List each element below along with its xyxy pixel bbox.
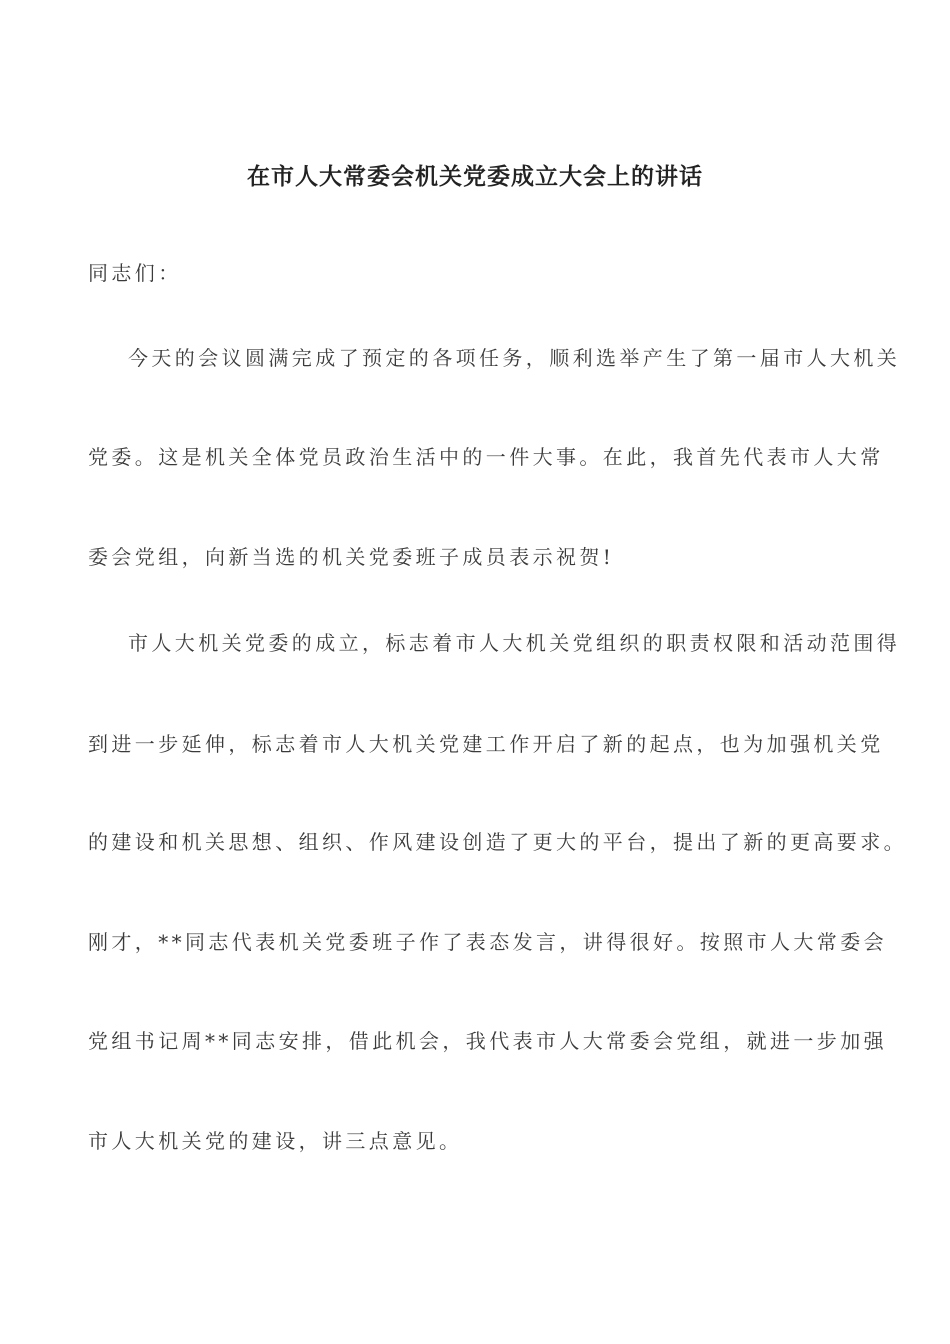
paragraph-line: 党委。这是机关全体党员政治生活中的一件大事。在此，我首先代表市人大常 xyxy=(88,445,884,469)
paragraph-line: 市人大机关党的建设，讲三点意见。 xyxy=(88,1129,463,1153)
paragraph-line: 刚才，**同志代表机关党委班子作了表态发言，讲得很好。按照市人大常委会 xyxy=(88,930,887,954)
paragraph-line: 到进一步延伸，标志着市人大机关党建工作开启了新的起点，也为加强机关党 xyxy=(88,732,884,756)
paragraph-line: 的建设和机关思想、组织、作风建设创造了更大的平台，提出了新的更高要求。 xyxy=(88,830,907,854)
salutation: 同志们： xyxy=(88,261,182,285)
paragraph-line: 委会党组，向新当选的机关党委班子成员表示祝贺! xyxy=(88,545,615,569)
paragraph-line: 市人大机关党委的成立，标志着市人大机关党组织的职责权限和活动范围得 xyxy=(128,631,901,655)
paragraph-line: 党组书记周**同志安排，借此机会，我代表市人大常委会党组，就进一步加强 xyxy=(88,1029,887,1053)
document-title: 在市人大常委会机关党委成立大会上的讲话 xyxy=(247,163,703,190)
paragraph-line: 今天的会议圆满完成了预定的各项任务，顺利选举产生了第一届市人大机关 xyxy=(128,346,901,370)
